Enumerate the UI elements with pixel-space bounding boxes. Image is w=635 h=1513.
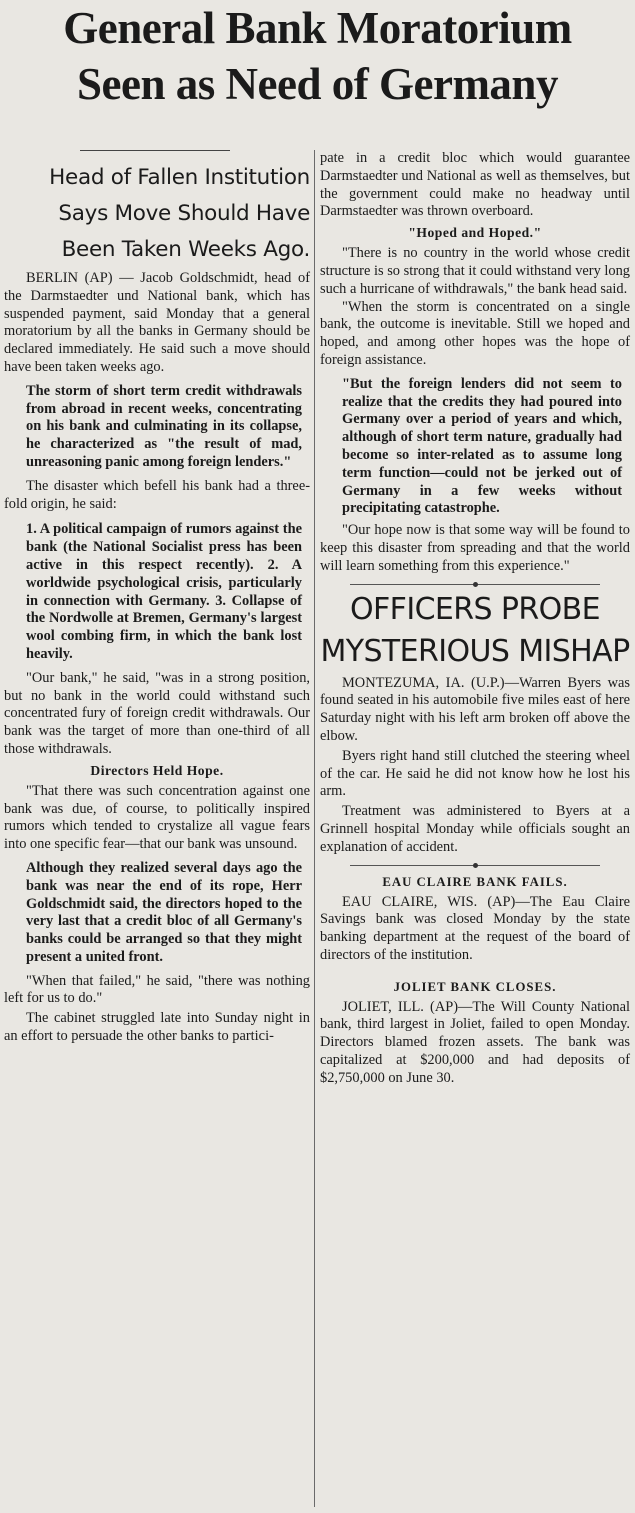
- subhead-hoped: "Hoped and Hoped.": [408, 225, 542, 241]
- column-rule: [314, 150, 315, 1507]
- paragraph-bold-list: 1. A political campaign of rumors against the bank (the National Socialist press has been active in this respect recently). 2. A worldwide psychological crisis, particularly in connection with Germany. 3. Collapse of the Nordwolle at Bremen, Germany's largest wool combing firm, in which the bank lost heavily.: [26, 521, 302, 662]
- paragraph: Byers right hand still clutched the steering wheel of the car. He said he did not know how he lost his arm.: [320, 747, 630, 800]
- paragraph: MONTEZUMA, IA. (U.P.)—Warren Byers was found seated in his automobile five miles east of here Saturday night with his left arm broken off above the elbow.: [320, 674, 630, 744]
- headline-line-1: General Bank Moratorium: [63, 3, 572, 53]
- paragraph: "When that failed," he said, "there was nothing left for us to do.": [4, 972, 310, 1007]
- paragraph: "There is no country in the world whose credit structure is so strong that it could withstand very long such a hurricane of withdrawals," the bank head said.: [320, 245, 630, 297]
- main-headline: [0, 0, 635, 112]
- paragraph: "Our bank," he said, "was in a strong position, but no bank in the world could withstand such concentrated fury of foreign credit withdrawals. Our bank was the target of more than one-third of all those withdrawals.: [4, 669, 310, 757]
- paragraph: "That there was such concentration against one bank was due, of course, to politically inspired rumors which tended to crystalize all vague fears into one specific fear—that our bank was unsound.: [4, 782, 310, 853]
- story2-headline-line-1: OFFICERS PROBE: [350, 591, 600, 627]
- paragraph: "When the storm is concentrated on a single bank, the outcome is inevitable. Still we hoped and hoped, and among other hopes was the hope of foreign assistance.: [320, 298, 630, 368]
- headline-line-2: Seen as Need of Germany: [77, 59, 558, 109]
- paragraph: The disaster which befell his bank had a three-fold origin, he said:: [4, 477, 310, 512]
- paragraph-bold: The storm of short term credit withdrawals from abroad in recent weeks, concentrating on his bank and culminating in its collapse, he characterized as "the result of mad, unreasoning panic among foreign lenders.": [26, 382, 302, 470]
- subhead-directors: Directors Held Hope.: [90, 762, 224, 778]
- deck-line-2: Says Move Should Have: [58, 201, 310, 226]
- paragraph: "Our hope now is that some way will be found to keep this disaster from spreading and that the world will learn something from this experience.": [320, 522, 630, 574]
- paragraph-bold: Although they realized several days ago the bank was near the end of its rope, Herr Goldschmidt said, the directors hoped to the very last that a credit bloc of all Germany's banks could be arranged so that they might present a united front.: [26, 859, 302, 965]
- story3-headline: EAU CLAIRE BANK FAILS.: [382, 874, 568, 889]
- story-divider: [350, 584, 600, 585]
- paragraph: Treatment was administered to Byers at a Grinnell hospital Monday while officials sought an explanation of accident.: [320, 803, 630, 855]
- deck-line-1: Head of Fallen Institution: [49, 165, 310, 190]
- paragraph-dateline: BERLIN (AP) — Jacob Goldschmidt, head of the Darmstaedter und National bank, which has suspended payment, said Monday that a general moratorium by all the banks in Germany should be declared immediately. He said such a move should have been taken weeks ago.: [4, 270, 310, 375]
- paragraph: JOLIET, ILL. (AP)—The Will County National bank, third largest in Joliet, failed to open Monday. Directors blamed frozen assets. The bank was capitalized at $200,000 and had deposits of $2,750,000 on June 30.: [320, 998, 630, 1086]
- story2-headline-line-2: MYSTERIOUS MISHAP: [320, 633, 630, 669]
- paragraph: The cabinet struggled late into Sunday night in an effort to persuade the other banks to partici-: [4, 1010, 310, 1045]
- paragraph-continued: pate in a credit bloc which would guarantee Darmstaedter und National as well as themselves, but the government could make no headway until Darmstaedter was thrown overboard.: [320, 150, 630, 220]
- column-right: [320, 150, 630, 1513]
- story-divider: [350, 865, 600, 866]
- story4-headline: JOLIET BANK CLOSES.: [393, 979, 557, 994]
- deck-headline: [4, 160, 310, 268]
- deck-line-3: Been Taken Weeks Ago.: [61, 237, 310, 262]
- paragraph: EAU CLAIRE, WIS. (AP)—The Eau Claire Savings bank was closed Monday by the state banking department at the request of the board of directors of the institution.: [320, 893, 630, 963]
- column-left: [4, 150, 310, 1513]
- paragraph-bold: "But the foreign lenders did not seem to realize that the credits they had poured into Germany over a period of years and which, although of short term nature, gradually had become so inter-related as to assume long term function—could not be jerked out of Germany in a few weeks without precipitating catastrophe.: [342, 375, 622, 517]
- story2-headline: [320, 589, 630, 673]
